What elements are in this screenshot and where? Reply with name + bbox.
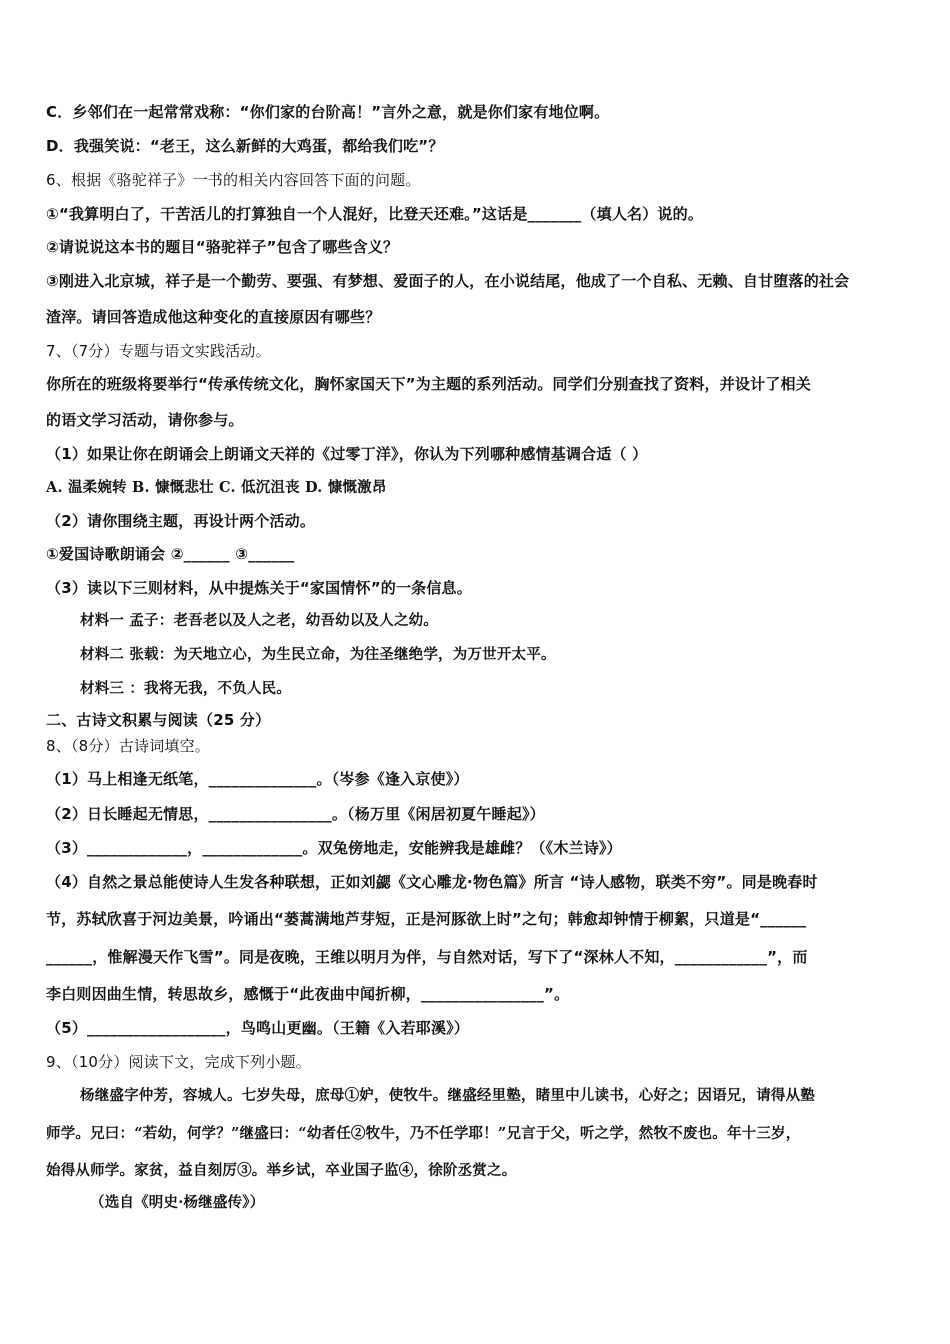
question-8-part-1: （1）马上相逢无纸笔，______________。（岑参《逢入京使》） bbox=[46, 770, 469, 788]
material-1: 材料一 孟子：老吾老以及人之老，幼吾幼以及人之幼。 bbox=[80, 612, 439, 629]
question-8-heading: 8、（8分）古诗词填空。 bbox=[46, 737, 210, 755]
question-7-part-2: （2）请你围绕主题，再设计两个活动。 bbox=[46, 512, 316, 530]
question-8-part-4-cont-2: ______，惟解漫天作飞雪”。同是夜晚，王维以明月为伴，与自然对话，写下了“深林人不知，____________”，而 bbox=[46, 948, 808, 966]
question-7-heading: 7、（7分）专题与语文实践活动。 bbox=[46, 342, 271, 360]
question-7-intro: 你所在的班级将要举行“传承传统文化，胸怀家国天下”为主题的系列活动。同学们分别查找了资料，并设计了相关 bbox=[46, 375, 811, 393]
question-7-part-1: （1）如果让你在朗诵会上朗诵文天祥的《过零丁洋》，你认为下列哪种感情基调合适（ ） bbox=[46, 445, 648, 463]
material-2: 材料二 张载：为天地立心，为生民立命，为往圣继绝学，为万世开太平。 bbox=[80, 646, 556, 663]
question-8-part-5: （5）__________________，鸟鸣山更幽。（王籍《入若耶溪》） bbox=[46, 1019, 470, 1037]
passage-source: （选自《明史·杨继盛传》） bbox=[90, 1194, 265, 1211]
question-6-item-3-cont: 渣滓。请回答造成他这种变化的直接原因有哪些？ bbox=[46, 308, 381, 326]
question-7-part-1-options: A. 温柔婉转 B. 慷慨悲壮 C. 低沉沮丧 D. 慷慨激昂 bbox=[46, 479, 387, 496]
question-7-intro-cont: 的语文学习活动，请你参与。 bbox=[46, 411, 244, 429]
question-8-part-4-cont-3: 李白则因曲生情，转思故乡，感慨于“此夜曲中闻折柳，________________”。 bbox=[46, 985, 570, 1003]
question-8-part-4-cont-1: 节，苏轼欣喜于河边美景，吟诵出“蒌蒿满地芦芽短，正是河豚欲上时”之句；韩愈却钟情于柳絮，只道是“______ bbox=[46, 910, 807, 928]
question-9-heading: 9、（10分）阅读下文，完成下列小题。 bbox=[46, 1053, 311, 1071]
question-7-part-3: （3）读以下三则材料，从中提炼关于“家国情怀”的一条信息。 bbox=[46, 579, 472, 597]
option-c: C．乡邻们在一起常常戏称：“你们家的台阶高！”言外之意，就是你们家有地位啊。 bbox=[46, 103, 610, 121]
passage-line-1: 杨继盛字仲芳，容城人。七岁失母，庶母①妒，使牧牛。继盛经里塾，睹里中儿读书，心好之；因语兄，请得从塾 bbox=[80, 1087, 815, 1104]
question-6-item-2: ②请说说这本书的题目“骆驼祥子”包含了哪些含义？ bbox=[46, 238, 399, 256]
passage-line-3: 始得从师学。家贫，益自刻厉③。举乡试，卒业国子监④，徐阶丞赏之。 bbox=[46, 1162, 517, 1179]
question-8-part-3: （3）_____________，_____________。双兔傍地走，安能辨我是雄雌？（《木兰诗》） bbox=[46, 839, 622, 857]
question-8-part-4: （4）自然之景总能使诗人生发各种联想，正如刘勰《文心雕龙·物色篇》所言 “诗人感物，联类不穷”。同是晚春时 bbox=[46, 873, 818, 891]
section-2-heading: 二、古诗文积累与阅读（25 分） bbox=[46, 711, 271, 729]
passage-line-2: 师学。兄曰：“若幼，何学？”继盛曰：“幼者任②牧牛，乃不任学耶！”兄言于父，听之学，然牧不废也。年十三岁， bbox=[46, 1125, 801, 1142]
material-3: 材料三 ：我将无我，不负人民。 bbox=[80, 680, 292, 697]
question-6-item-3: ③刚进入北京城，祥子是一个勤劳、要强、有梦想、爱面子的人，在小说结尾，他成了一个自私、无赖、自甘堕落的社会 bbox=[46, 272, 850, 290]
question-8-part-2: （2）日长睡起无情思，________________。（杨万里《闲居初夏午睡起》） bbox=[46, 805, 545, 823]
question-7-part-2-activities: ①爱国诗歌朗诵会 ②______ ③______ bbox=[46, 545, 295, 563]
question-6-item-1: ①“我算明白了，干苦活儿的打算独自一个人混好，比登天还难。”这话是_______（填人名）说的。 bbox=[46, 205, 704, 223]
option-d: D．我强笑说：“老王，这么新鲜的大鸡蛋，都给我们吃”？ bbox=[46, 137, 444, 155]
question-6-heading: 6、根据《骆驼祥子》一书的相关内容回答下面的问题。 bbox=[46, 171, 421, 189]
